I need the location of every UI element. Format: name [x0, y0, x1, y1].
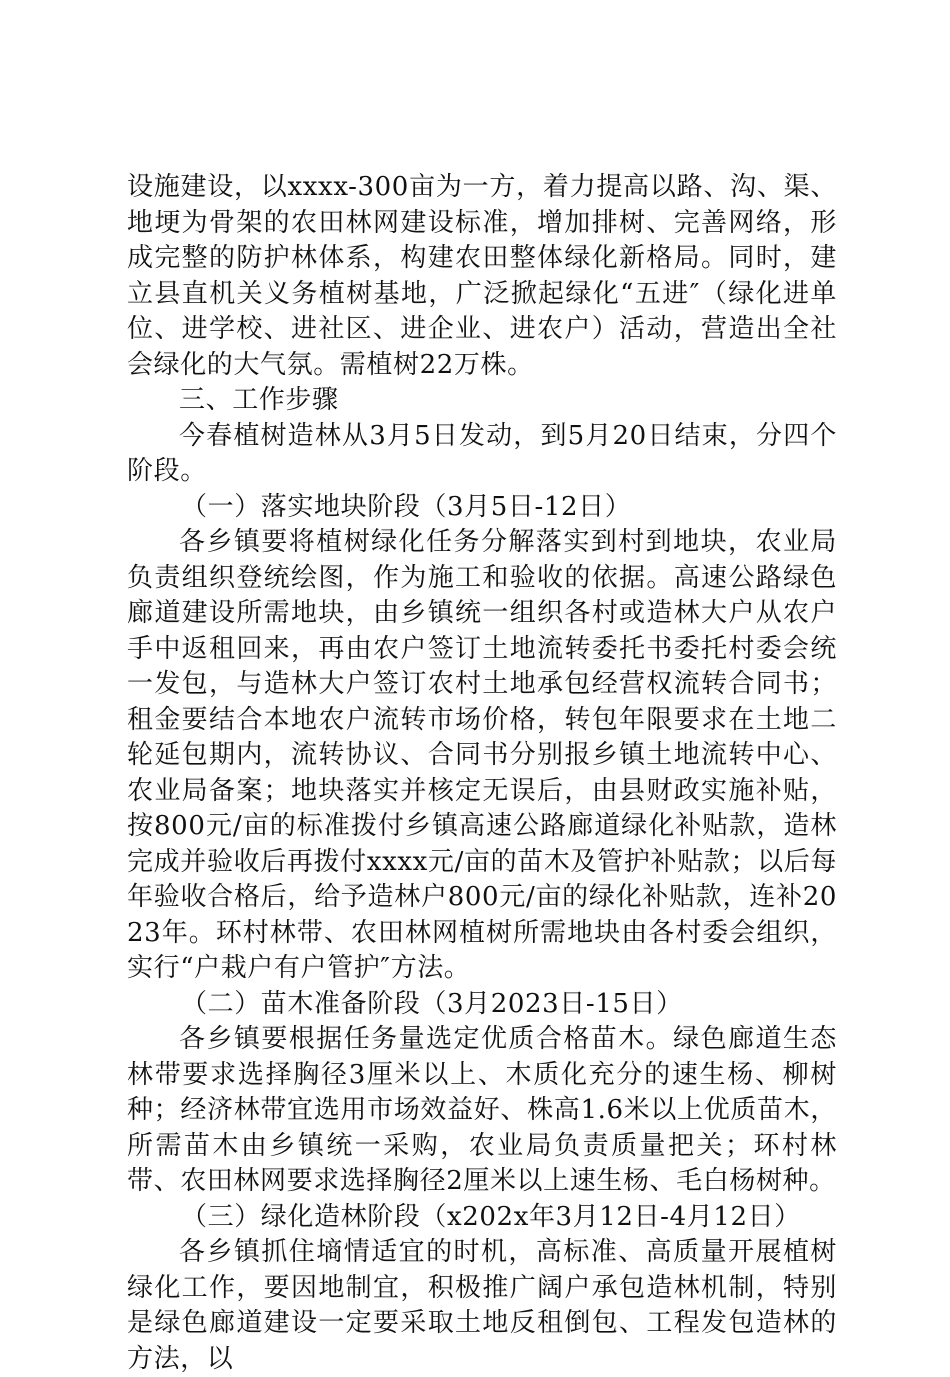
subheading-stage-two: （二）苗木准备阶段（3月2023日-15日） — [181, 988, 683, 1019]
subheading-stage-one: （一）落实地块阶段（3月5日-12日） — [181, 491, 632, 522]
paragraph-planting-scope: 设施建设，以xxxx-300亩为一方，着力提高以路、沟、渠、地埂为骨架的农田林网建设标准，增加排树、完善网络，形成完整的防护林体系，构建农田整体绿化新格局。同时，建立县直机关义务植树基地，广泛掀起绿化“五进″（绿化进单位、进学校、进社区、进企业、进农户）活动，营造出全社会绿化的大气氛。需植树22万株。 — [127, 172, 837, 380]
document-body — [127, 170, 837, 1377]
subheading-stage-three: （三）绿化造林阶段（x202x年3月12日-4月12日） — [181, 1201, 801, 1232]
paragraph-schedule-overview: 今春植树造林从3月5日发动，到5月20日结束，分四个阶段。 — [127, 420, 837, 486]
paragraph-stage-two: 各乡镇要根据任务量选定优质合格苗木。绿色廊道生态林带要求选择胸径3厘米以上、木质化充分的速生杨、柳树种；经济林带宜选用市场效益好、株高1.6米以上优质苗木，所需苗木由乡镇统一采购，农业局负责质量把关；环村林带、农田林网要求选择胸径2厘米以上速生杨、毛白杨树种。 — [127, 1024, 837, 1196]
paragraph-stage-one: 各乡镇要将植树绿化任务分解落实到村到地块，农业局负责组织登统绘图，作为施工和验收的依据。高速公路绿色廊道建设所需地块，由乡镇统一组织各村或造林大户从农户手中返租回来，再由农户签订土地流转委托书委托村委会统一发包，与造林大户签订农村土地承包经营权流转合同书；租金要结合本地农户流转市场价格，转包年限要求在土地二轮延包期内，流转协议、合同书分别报乡镇土地流转中心、农业局备案；地块落实并核定无误后，由县财政实施补贴，按800元/亩的标准拨付乡镇高速公路廊道绿化补贴款，造林完成并验收后再拨付xxxx元/亩的苗木及管护补贴款；以后每年验收合格后，给予造林户800元/亩的绿化补贴款，连补2023年。环村林带、农田林网植树所需地块由各村委会组织，实行“户栽户有户管护″方法。 — [127, 527, 837, 983]
paragraph-stage-three: 各乡镇抓住墒情适宜的时机，高标准、高质量开展植树绿化工作，要因地制宜，积极推广阔户承包造林机制，特别是绿色廊道建设一定要采取土地反租倒包、工程发包造林的方法，以 — [127, 1237, 837, 1374]
section-heading-work-steps: 三、工作步骤 — [179, 385, 339, 415]
